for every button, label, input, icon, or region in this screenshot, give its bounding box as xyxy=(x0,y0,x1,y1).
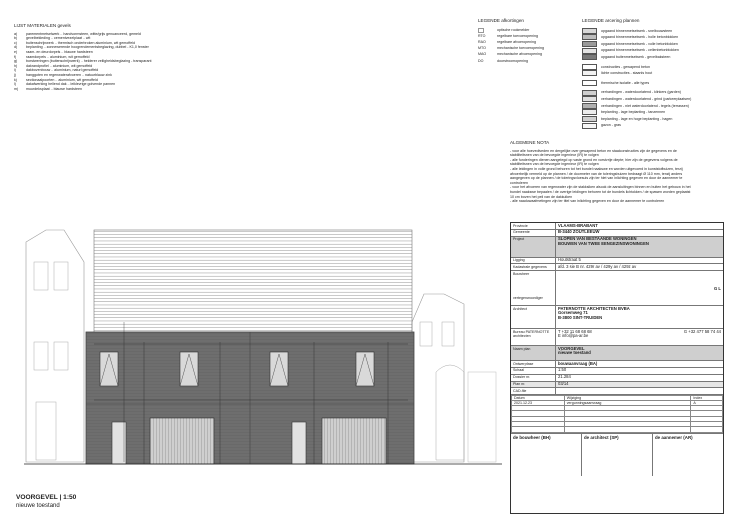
material-text: sectionaalpoorten .. aluminium, wit gemoffeld xyxy=(26,77,98,82)
title-block xyxy=(510,222,724,514)
hatching-swatch xyxy=(582,41,597,47)
abbreviation-item xyxy=(478,59,578,65)
tb-plannr: Plan nr. 03/14 xyxy=(511,381,723,388)
hatching-text: beplanting - lage en hoge beplanting - hagen xyxy=(601,116,673,121)
legend-hatching-items xyxy=(582,28,732,129)
hatching-item xyxy=(582,116,732,123)
tb-dossiernr: Dossier nr. 21.284 xyxy=(511,374,723,381)
tb-cad: CAD-file xyxy=(511,387,723,393)
hatching-text: verhardingen - niet waterdoorlatend - tegels (terrassen) xyxy=(601,103,689,108)
hatching-text: constructies - gewapend beton xyxy=(601,64,650,69)
revision-cell: vergunningsaanvraag xyxy=(564,400,691,405)
material-text: beplanting .. zonnewerende hoogrendementsbeglazing, dubbel - K1,0 fenster xyxy=(26,45,149,50)
note-line: 10 cm boven het peil van de dakkuiken xyxy=(510,194,573,199)
hatching-item xyxy=(582,47,732,54)
abbreviation-text: optische rookmelder xyxy=(497,27,530,32)
material-text: gevelbekleding .. cementvezelplaat .. wit xyxy=(26,36,91,41)
hatching-text: beplanting - lage beplanting - tanzennen xyxy=(601,110,666,115)
sign-architect: de architect (SP) xyxy=(582,434,653,476)
note-line: controleren xyxy=(510,180,528,185)
abbreviation-text: mechanische afvoeropening xyxy=(497,52,542,57)
hatching-swatch xyxy=(582,116,597,122)
material-code: d) xyxy=(14,45,18,50)
legend-hatching-title: LEGENDE arcering plannen xyxy=(582,18,640,23)
abbreviation-text: regelbare afvoeropening xyxy=(497,39,536,44)
hatching-item xyxy=(582,89,732,96)
material-text: dakrandprofiel .. aluminium, wit gemoffeld xyxy=(26,63,93,68)
hatching-swatch xyxy=(582,64,597,70)
abbreviation-code: RTO xyxy=(478,33,486,38)
tb-project: Project SLOPEN VAN BESTAANDE WONINGEN BOUWEN VAN TWEE EENGEZINSWONINGEN xyxy=(511,236,723,257)
material-code: f) xyxy=(14,54,17,59)
hatching-text: thermische isolatie - alle types xyxy=(601,80,650,85)
drawing-caption-title: VOORGEVEL | 1:50 xyxy=(16,494,77,501)
hatching-text: verhardingen - waterdoorlatend - grind (parkeerplaatsen) xyxy=(601,96,692,101)
legend-abbreviations xyxy=(478,18,578,65)
hatching-item xyxy=(582,96,732,103)
revision-cell: 2021.12.23 xyxy=(512,400,565,405)
materials-title: LIJST MATERIALEN gevels xyxy=(14,23,71,28)
right-neighbour xyxy=(412,294,496,462)
abbreviation-text: mechanische toevoeropening xyxy=(497,46,544,51)
hatching-item xyxy=(582,34,732,41)
hatching-swatch xyxy=(582,103,597,109)
tb-architect: Architect PATERNOTTE ARCHITECTEN BVBA Gorsemweg 71 B-3800 SINT-TRUIDEN xyxy=(511,305,723,328)
roof xyxy=(94,230,412,332)
drawing-caption xyxy=(16,494,76,510)
hatching-swatch xyxy=(582,109,597,115)
hatching-swatch xyxy=(582,123,597,129)
hatching-text: gazon - gras xyxy=(601,123,621,128)
hatching-text: opgaand buitenmetselwerk - gevelbaksteen xyxy=(601,54,671,59)
elevation-drawing xyxy=(24,222,502,492)
material-code: e) xyxy=(14,49,18,54)
note-line: - voor alle hoevediveden en dergelijke over gewapend beton en staalconstructies zijn de gegevens en de xyxy=(510,148,677,153)
hatching-item xyxy=(582,64,732,71)
hatching-swatch xyxy=(582,34,597,40)
hatching-item xyxy=(582,122,732,129)
tb-schaal: Schaal 1:50 xyxy=(511,367,723,374)
material-text: dakbovenbouw .. aluminium, naturl gemoffeld xyxy=(26,68,99,73)
abbreviation-code: RAO xyxy=(478,39,486,44)
sign-aannemer: de aannemer (AR) xyxy=(655,434,693,440)
front-door-right xyxy=(292,422,306,464)
hatching-text: verhardingen - waterdoorlatend - klinkers (garden) xyxy=(601,90,681,95)
revision-row xyxy=(512,427,723,432)
note-line: - voor het afvoeren van regenwater zijn de stakksiken alsook de aansluitingen binnen en buiten het gebouw in het xyxy=(510,185,691,190)
materials-list xyxy=(14,23,151,91)
material-text: buitenschrijnwerk .. thermisch onderbroken aluminium, wit gemoffeld xyxy=(26,40,135,45)
drawing-caption-subtitle: nieuwe toestand xyxy=(16,503,60,509)
revision-cell xyxy=(564,427,691,432)
material-item xyxy=(14,87,151,92)
hatching-text: opgaand binnenmetselwerk - volle betonblokken xyxy=(601,41,678,46)
revision-cell xyxy=(512,427,565,432)
material-text: raam- en deurdorpels .. blauwe hardsteen xyxy=(26,49,93,54)
hatching-swatch xyxy=(582,54,597,60)
smoke-detector-symbol xyxy=(478,28,484,33)
revision-header: Index xyxy=(691,395,723,400)
left-neighbour xyxy=(26,230,84,462)
material-text: muurdeksplaat .. blauwe hardsteen xyxy=(26,86,82,91)
hatching-item xyxy=(582,80,732,87)
tb-revisions xyxy=(511,394,723,433)
revision-header: Datum xyxy=(512,395,565,400)
sign-bouwheer: de bouwheer (BH) xyxy=(511,434,582,476)
material-text: borstweringen (buitenschrijnwerk) .. helderer veiligheidsbeglazing - transparant xyxy=(26,59,152,64)
hatching-swatch xyxy=(582,80,597,86)
hatching-swatch xyxy=(582,90,597,96)
general-note-lines xyxy=(510,149,730,204)
elevation-svg xyxy=(24,222,502,492)
material-text: hanggoten en regenwaterafvoeren .. natuurblauw zink xyxy=(26,72,112,77)
tb-kadastraal: Kadastrale gegevens afd. 3 sie B nr. 429r av / 429y av / 429z av xyxy=(511,263,723,270)
material-code: g) xyxy=(14,59,18,64)
hatching-text: lichte constructies - staanls hout xyxy=(601,71,653,76)
note-line: stabiliteitsnen van de bevoegde ingenieur (IR) te volgen xyxy=(510,162,599,167)
abbreviation-text: regelbare toevoeropening xyxy=(497,33,538,38)
tb-phase: Ontwerpfase bouwaanvraag (BA) xyxy=(511,360,723,367)
material-code: b) xyxy=(14,36,18,41)
legend-abbreviations-items xyxy=(478,28,578,65)
hatching-swatch xyxy=(582,70,597,76)
material-code: i) xyxy=(14,68,16,73)
general-note-title: ALGEMENE NOTA xyxy=(510,140,550,145)
abbreviation-text: doorstroomopening xyxy=(497,58,528,63)
tb-plan: Naam plan VOORGEVEL nieuwe toestand xyxy=(511,345,723,360)
hatching-item xyxy=(582,28,732,35)
material-code: h) xyxy=(14,63,18,68)
hatching-item xyxy=(582,70,732,77)
note-line: - alle funderingen dienen aangelegd op vaste grond en vorstvrije diepte; hier zijn de gegevens volgens de xyxy=(510,157,678,162)
general-note xyxy=(510,140,730,204)
tb-gemeente: Gemeente B-3440 ZOUTLEEUW xyxy=(511,229,723,236)
material-code: k) xyxy=(14,77,17,82)
material-code: l) xyxy=(14,82,16,87)
material-code: m) xyxy=(14,86,19,91)
legend-abbreviations-title: LEGENDE afkortingen xyxy=(478,18,524,23)
tb-ligging: Ligging Houtstraat 5 xyxy=(511,257,723,264)
hatching-swatch xyxy=(582,96,597,102)
material-code: a) xyxy=(14,31,18,36)
material-text: parementmetselwerk .. handvormsteen, witte/grijs genuanceerd, gemeld xyxy=(26,31,141,36)
garage-door-right xyxy=(322,418,386,464)
abbreviation-code: MAO xyxy=(478,52,487,57)
hatching-item xyxy=(582,109,732,116)
revision-cell: A xyxy=(691,400,723,405)
revision-cell xyxy=(691,427,723,432)
tb-bouwheer: Bouwheer vertegenwoordiger G L xyxy=(511,270,723,305)
note-line: - alle naaduwaafmetingen zijn ter titel van inlichting gegeven en door de aannemer te controleren xyxy=(510,199,665,204)
hatching-swatch xyxy=(582,28,597,34)
hatching-swatch xyxy=(582,48,597,54)
tb-provincie: Provincie VLAAMS-BRABANT xyxy=(513,222,598,228)
note-line: - alle leidingen in volle grond behoren tot het bundel naakswe en worden uitgevoerd in kunststofbuizen, terzij xyxy=(510,166,683,171)
hatching-text: opgaand binnenmetselwerk - snelbouwsteen xyxy=(601,28,673,33)
hatching-item xyxy=(582,41,732,48)
note-line: aangegeven op de plannen / de toleringsvloesuis zijn ter hlet van inlichting gegeven en door de aannemer te xyxy=(510,176,683,181)
hatching-item xyxy=(582,54,732,61)
hatching-text: opgaand binnenmetselwerk - cellenbetonblokken xyxy=(601,48,679,53)
material-text: raamdorpels .. aluminium, wit gemoffeld xyxy=(26,54,90,59)
revision-header: Wijziging xyxy=(564,395,691,400)
material-code: j) xyxy=(14,72,16,77)
note-line: afvoerbelijk vermeld op de plannen / de doormeter van de toleringsbuizen bedraagt Ø 110 mm, tenzij anders xyxy=(510,171,683,176)
hatching-item xyxy=(582,103,732,110)
material-code: c) xyxy=(14,40,17,45)
tb-signatures xyxy=(511,433,723,476)
legend-hatching xyxy=(582,18,732,129)
garage-door-left xyxy=(150,418,214,464)
tb-contact: Bureau PATERNOTTE architecten T +32 11 68 68 68 G +32 477 58 74 44 E info@pa-ar.be xyxy=(511,328,723,345)
material-text: dakafwerking hellend dak .. leiklevrige golvende pannen xyxy=(26,82,116,87)
materials-items xyxy=(14,32,151,92)
note-line: stabiliteitsnen van de bevoegde ingenieur (IR) te volgen xyxy=(510,153,599,158)
abbreviation-code: MTO xyxy=(478,46,486,51)
abbreviation-code: DO xyxy=(478,58,484,63)
revision-table xyxy=(511,395,723,433)
note-line: bundel naakswe bepaalen / de overige leidingen behoren tot de bundels lichtokken / de spawen worden geplaatst xyxy=(510,189,691,194)
hatching-text: opgaand binnenmetselwerk - holle betonblokken xyxy=(601,35,679,40)
